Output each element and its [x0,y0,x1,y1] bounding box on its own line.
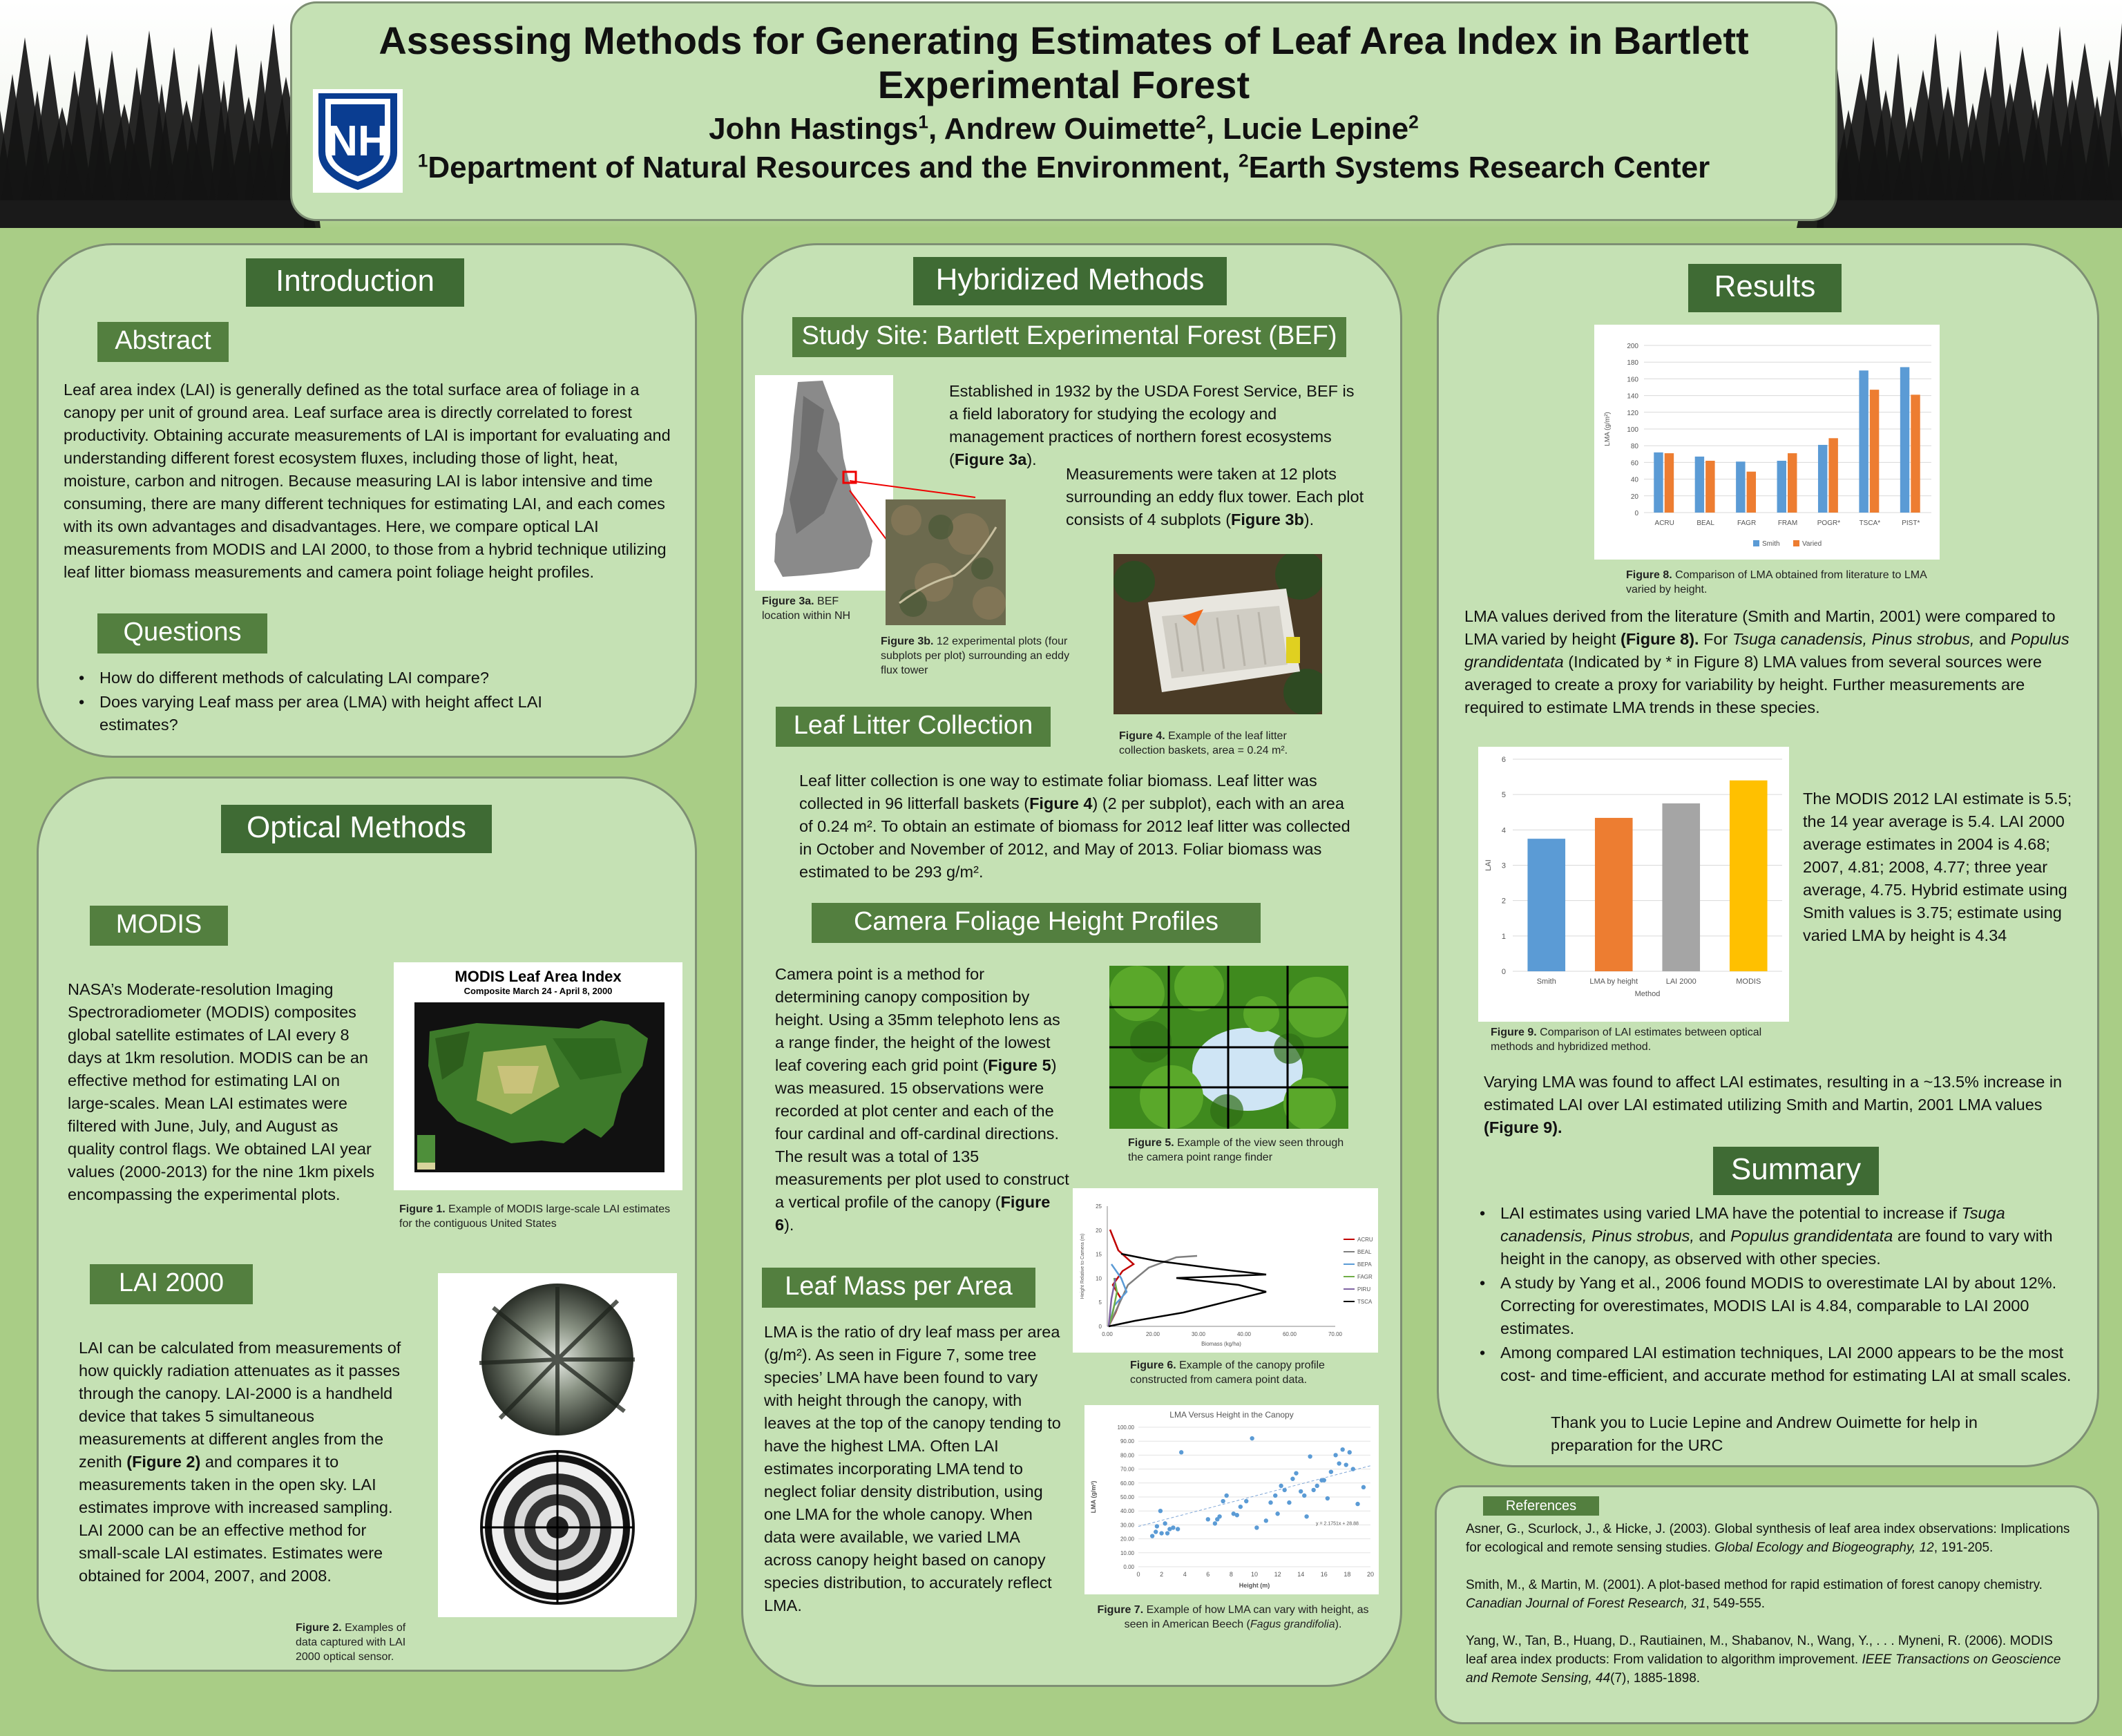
abstract-text: Leaf area index (LAI) is generally defined as the total surface area of foliage in a canopy per unit of ground area. Leaf surface area is directly correlated to forest productivity. Obtaining accurate measurements of LAI is important for evaluating and understanding different forest ecosystem fluxes, including those of light, heat, moisture, carbon and nitrogen. Because measuring LAI is labor intensive and time consuming, there are many different techniques for estimating LAI, and each comes with its own advantages and disadvantages. Here, we compare optical LAI measurements from MODIS and LAI 2000, to those from a hybrid technique utilizing leaf litter biomass measurements and camera point foliage height profiles. [64,381,671,581]
y-axis-label: Height Relative to Camera (m) [1080,1233,1085,1299]
bar [1747,472,1756,513]
x-tick-label: 16 [1320,1571,1328,1578]
scatter-point [1340,1447,1344,1451]
scatter-point [1176,1527,1180,1531]
x-axis-label: Method [1634,990,1661,998]
camera-foliage-heading: Camera Foliage Height Profiles [812,903,1261,943]
bar [1911,394,1920,513]
y-tick-label: 1 [1501,932,1506,941]
y-tick-label: 10 [1096,1275,1102,1282]
scatter-point [1326,1496,1330,1500]
x-tick-label: 20.00 [1145,1331,1160,1337]
figure-6-caption: Figure 6. Example of the canopy profile constructed from camera point data. [1130,1360,1325,1386]
varying-lma-text: Varying LMA was found to affect LAI estimates, resulting in a ~13.5% increase in estimated LAI over LAI estimated utilizing Smith and Martin, 2001 LMA values (Figure 9). [1484,1073,2063,1136]
reference-item: Smith, M., & Martin, M. (2001). A plot-based method for rapid estimation of forest canopy chemistry. Canadian Journal of Forest Research, 31, 549-555. [1466,1578,2043,1611]
y-tick-label: 0.00 [1123,1564,1134,1570]
modis-map-subtitle: Composite March 24 - April 8, 2000 [463,986,613,996]
bar [1828,438,1837,513]
figure-8-caption: Figure 8. Comparison of LMA obtained from literature to LMA varied by height. [1626,569,1927,595]
x-tick-label: 2 [1160,1571,1164,1578]
scatter-point [1213,1521,1217,1525]
y-tick-label: 0 [1634,510,1638,517]
scatter-point [1268,1500,1272,1505]
x-tick-label: TSCA* [1859,519,1881,527]
scatter-point [1344,1462,1348,1467]
legend-swatch [1753,540,1759,546]
summary-heading: Summary [1713,1147,1879,1195]
scatter-point [1250,1436,1254,1440]
reference-item: Asner, G., Scurlock, J., & Hicke, J. (2003). Global synthesis of leaf area index observations: Implications for ecological and remote sensing studies. Global Ecology and Biogeography, 12, 191-205. [1466,1522,2070,1555]
chart-title: LMA Versus Height in the Canopy [1169,1410,1294,1420]
y-tick-label: 10.00 [1120,1549,1134,1556]
x-tick-label: 40.00 [1236,1331,1252,1337]
introduction-heading: Introduction [246,258,464,307]
figure-3a-caption: Figure 3a. BEF location within NH [762,595,851,622]
litter-basket-photo-figure [1113,554,1322,714]
y-tick-label: 6 [1501,756,1506,764]
scatter-point [1279,1484,1283,1488]
y-tick-label: 90.00 [1120,1438,1134,1445]
scatter-point [1308,1454,1312,1458]
lma-vs-height-scatter-chart [1084,1405,1379,1594]
scatter-point [1304,1514,1308,1518]
y-tick-label: 40 [1630,476,1638,484]
x-tick-label: LAI 2000 [1665,977,1696,986]
modis-lai-map-figure [394,962,682,1190]
y-tick-label: 200 [1627,343,1638,350]
scatter-point [1275,1511,1279,1516]
acknowledgement-text: Thank you to Lucie Lepine and Andrew Ouimette for help in preparation for the URC [1551,1413,1978,1454]
x-tick-label: ACRU [1654,519,1674,527]
lma-results-text: LMA values derived from the literature (Smith and Martin, 2001) were compared to LMA varied by height (Figure 8). For Tsuga canadensis, Pinus strobus, and Populus grandidentata (Indicated by * in Figure 8) LMA values from several sources were averaged to create a proxy for variability by height. Further measurements are required to estimate LMA trends in these species. [1464,607,2070,716]
canopy-profile-chart [1073,1188,1378,1353]
y-tick-label: 40.00 [1120,1508,1134,1515]
x-tick-label: 60.00 [1282,1331,1297,1337]
x-tick-label: 14 [1297,1571,1305,1578]
questions-heading: Questions [97,613,267,654]
legend-label: PIRU [1357,1286,1371,1293]
x-tick-label: FAGR [1737,519,1757,527]
y-tick-label: 0 [1501,968,1506,976]
results-heading: Results [1688,264,1842,312]
legend-label: Smith [1762,540,1780,548]
scatter-point [1264,1518,1268,1523]
scatter-point [1244,1499,1248,1503]
bar [1777,461,1786,513]
y-axis-label: LAI [1484,859,1493,871]
y-tick-label: 15 [1096,1251,1102,1258]
poster-authors: John Hastings$^1$, Andrew Ouimette$^2$, Lucie Lepine$^2$ [709,111,1419,146]
scatter-point [1333,1453,1337,1457]
y-axis-label: LMA (g/m²) [1090,1480,1097,1514]
y-tick-label: 120 [1627,409,1638,417]
x-tick-label: MODIS [1736,977,1761,986]
trend-equation: y = 2.1751x + 28.88 [1316,1521,1359,1527]
modis-comparison-text: The MODIS 2012 LAI estimate is 5.5; the 14 year average is 5.4. LAI 2000 average estimates in 2004 is 4.68; 2007, 4.81; 2008, 4.77; three year average, 4.75. Hybrid estimate using Smith values is 3.75; estimate using varied LMA by height is 4.34 [1803,790,2072,944]
x-tick-label: FRAM [1777,519,1798,527]
questions-list [76,667,615,738]
x-tick-label: Smith [1536,977,1556,986]
plots-text: Measurements were taken at 12 plots surrounding an eddy flux tower. Each plot consists of 4 subplots (Figure 3b). [1066,465,1364,528]
lai-2000-fisheye-figure [438,1273,677,1617]
leaf-litter-text: Leaf litter collection is one way to estimate foliar biomass. Leaf litter was collected in 96 litterfall baskets (Figure 4) (2 per subplot), each with an area of 0.24 m². To obtain an estimate of biomass for 2012 leaf litter was collected in October and November of 2012, and May of 2013. Foliar biomass was estimated to be 293 g/m². [799,772,1350,881]
y-tick-label: 20.00 [1120,1536,1134,1543]
scatter-point [1224,1494,1228,1498]
figure-3b-caption: Figure 3b. 12 experimental plots (four subplots per plot) surrounding an eddy flux tower [881,636,1070,676]
scatter-point [1315,1484,1319,1488]
camera-point-view-figure [1109,966,1348,1129]
bar [1736,461,1745,513]
legend-swatch [1793,540,1799,546]
y-tick-label: 30.00 [1120,1522,1134,1529]
scatter-point [1154,1529,1158,1534]
poster-header [290,1,1837,221]
modis-heading: MODIS [90,906,228,946]
lai-2000-heading: LAI 2000 [90,1264,253,1304]
bar [1595,818,1633,971]
scatter-point [1322,1478,1326,1482]
scatter-point [1302,1494,1306,1498]
bar [1705,461,1714,513]
figure-2-caption: Figure 2. Examples of data captured with LAI 2000 optical sensor. [296,1622,406,1663]
legend-label: TSCA [1357,1299,1373,1305]
plot-aerial-photo-figure [886,499,1006,625]
question-item: • Does varying Leaf mass per area (LMA) with height affect LAI estimates? [76,691,615,736]
scatter-point [1206,1517,1210,1521]
reference-item: Yang, W., Tan, B., Huang, D., Rautiainen, M., Shabanov, N., Wang, Y., . . . Myneni, R. (2006). MODIS leaf area index products: From validation to algorithm improvement. IEEE Transactions on Geoscience and Remote Sensing, 44(7), 1885-1898. [1466,1634,2061,1686]
y-tick-label: 140 [1627,392,1638,401]
leaf-litter-heading: Leaf Litter Collection [776,707,1051,747]
lma-comparison-bar-chart [1594,325,1940,560]
figure-1-caption: Figure 1. Example of MODIS large-scale LAI estimates for the contiguous United States [399,1203,671,1230]
legend-label: FAGR [1357,1274,1373,1280]
scatter-point [1294,1471,1298,1475]
bar [1900,367,1909,513]
figure-5-caption: Figure 5. Example of the view seen through the camera point range finder [1128,1137,1344,1163]
y-tick-label: 4 [1501,826,1506,835]
camera-foliage-text: Camera point is a method for determining canopy composition by height. Using a 35mm telephoto lens as a range finder, the height of the lowest leaf covering each grid point (Figure 5) was measured. 15 observations were recorded at plot center and each of the four cardinal and off-cardinal directions. The result was a total of 135 measurements per plot used to construct a vertical profile of the canopy (Figure 6). [775,965,1069,1234]
scatter-point [1348,1450,1352,1454]
profile-line [1109,1256,1197,1326]
y-axis-label: LMA (g/m²) [1604,412,1612,446]
bar [1527,839,1565,971]
x-tick-label: 4 [1183,1571,1187,1578]
figure-4-caption: Figure 4. Example of the leaf litter collection baskets, area = 0.24 m². [1119,730,1288,756]
x-tick-label: 10 [1250,1571,1259,1578]
hybridized-methods-heading: Hybridized Methods [913,257,1227,305]
y-tick-label: 5 [1098,1299,1102,1306]
y-tick-label: 60.00 [1120,1480,1134,1487]
treeline-right [1824,200,2122,228]
x-tick-label: 8 [1229,1571,1233,1578]
y-tick-label: 60 [1630,459,1638,468]
scatter-point [1299,1489,1303,1494]
y-tick-label: 50.00 [1120,1494,1134,1500]
references-heading: References [1483,1496,1599,1516]
study-site-heading: Study Site: Bartlett Experimental Forest (BEF) [792,317,1346,357]
x-tick-label: 18 [1344,1571,1351,1578]
x-tick-label: 12 [1274,1571,1281,1578]
x-tick-label: LMA by height [1589,977,1638,986]
x-tick-label: 6 [1206,1571,1210,1578]
bar [1665,453,1674,513]
modis-text: NASA’s Moderate-resolution Imaging Spectroradiometer (MODIS) composites global satellite estimates of LAI every 8 days at 1km resolution. MODIS can be an effective method for estimating LAI on large-scales. Mean LAI estimates were filtered with June, July, and August as quality control flags. We obtained LAI year values (2000-2013) for the nine 1km pixels encompassing the experimental plots. [68,980,375,1203]
y-tick-label: 160 [1627,376,1638,384]
y-tick-label: 0 [1098,1324,1102,1330]
legend-label: BEPA [1357,1261,1372,1268]
scatter-point [1273,1494,1277,1498]
y-tick-label: 80 [1630,443,1638,451]
scatter-point [1235,1513,1239,1517]
scatter-point [1171,1525,1175,1529]
references-list [1466,1520,2074,1688]
scatter-point [1239,1505,1243,1509]
figure-9-caption: Figure 9. Comparison of LAI estimates between optical methods and hybridized method. [1491,1027,1762,1053]
leaf-mass-per-area-text: LMA is the ratio of dry leaf mass per area (g/m²). As seen in Figure 7, some tree species’ LMA have been found to vary with height through the canopy, with leaves at the top of the canopy tending to have the highest LMA. Often LAI estimates incorporating LMA tend to neglect foliar density distribution, using one LMA for the whole canopy. When data were available, we varied LMA across canopy height based on canopy species distribution, to accurately reflect LMA. [764,1323,1061,1614]
legend-label: ACRU [1357,1237,1373,1243]
y-tick-label: 180 [1627,359,1638,368]
scatter-point [1311,1488,1315,1492]
x-axis-label: Biomass (kg/ha) [1201,1341,1241,1347]
y-tick-label: 5 [1501,791,1506,800]
x-tick-label: 30.00 [1191,1331,1206,1337]
summary-item: • A study by Yang et al., 2006 found MODIS to overestimate LAI by about 12%. Correcting for overestimates, MODIS LAI is 4.84, comparable to LAI 2000 estimates. [1477,1272,2078,1340]
scatter-point [1329,1469,1333,1473]
abstract-heading: Abstract [97,322,229,362]
bar [1859,370,1868,513]
bar [1818,445,1827,513]
summary-list [1477,1202,2078,1389]
scatter-point [1287,1500,1291,1505]
modis-map-title: MODIS Leaf Area Index [455,968,622,985]
figure-7-caption: Figure 7. Example of how LMA can vary with height, as seen in American Beech (Fagus grandifolia). [1097,1604,1369,1630]
scatter-point [1165,1531,1169,1535]
scatter-point [1221,1499,1225,1503]
treeline-left [0,200,304,228]
y-tick-label: 2 [1501,897,1506,906]
scatter-point [1361,1485,1366,1489]
bar [1695,457,1704,513]
y-tick-label: 80.00 [1120,1452,1134,1459]
x-tick-label: 0 [1136,1571,1140,1578]
x-tick-label: 0.00 [1102,1331,1113,1337]
scatter-point [1163,1521,1167,1525]
scatter-point [1337,1461,1341,1465]
legend-label: BEAL [1357,1249,1372,1255]
poster-affiliations: $^1$Department of Natural Resources and the Environment, $^2$Earth Systems Research Center [417,150,1710,184]
bar [1870,390,1879,513]
y-tick-label: 70.00 [1120,1466,1134,1473]
study-site-text: Established in 1932 by the USDA Forest Service, BEF is a field laboratory for studying the ecology and management practices of northern forest ecosystems (Figure 3a). [949,382,1355,468]
scatter-point [1159,1531,1163,1535]
logo-lettering: NH [327,117,389,165]
scatter-point [1150,1534,1154,1538]
bar [1730,781,1768,971]
bar [1654,452,1663,513]
x-tick-label: PIST* [1902,519,1920,527]
legend-label: Varied [1802,540,1822,548]
scatter-point [1179,1450,1183,1454]
trend-line [1138,1466,1370,1527]
scatter-point [1155,1524,1159,1528]
bar [1662,803,1700,971]
question-item: • How do different methods of calculating LAI compare? [76,667,615,689]
y-tick-label: 20 [1096,1227,1102,1234]
scatter-point [1217,1514,1221,1518]
scatter-point [1158,1509,1163,1513]
lai-methods-bar-chart [1478,747,1789,1022]
summary-item: • LAI estimates using varied LMA have the potential to increase if Tsuga canadensis, Pinus strobus, and Populus grandidentata are found to vary with height in the canopy, as observed with other species. [1477,1202,2078,1270]
bar [1788,453,1797,513]
optical-methods-heading: Optical Methods [221,805,492,853]
y-tick-label: 25 [1096,1203,1102,1210]
x-axis-label: Height (m) [1239,1582,1270,1589]
x-tick-label: BEAL [1696,519,1714,527]
y-tick-label: 3 [1501,861,1506,870]
leaf-mass-per-area-heading: Leaf Mass per Area [762,1268,1035,1308]
y-tick-label: 100 [1627,426,1638,434]
scatter-point [1290,1477,1294,1481]
x-tick-label: POGR* [1817,519,1841,527]
y-tick-label: 20 [1630,493,1638,501]
unh-logo [313,89,403,193]
poster-title: Assessing Methods for Generating Estimates of Leaf Area Index in Bartlett Experimental Forest [379,19,1749,106]
summary-item: • Among compared LAI estimation techniques, LAI 2000 appears to be the most cost- and time-efficient, and accurate method for estimating LAI at small scales. [1477,1342,2078,1387]
x-tick-label: 70.00 [1328,1331,1343,1337]
scatter-point [1254,1525,1259,1529]
x-tick-label: 20 [1366,1571,1375,1578]
y-tick-label: 100.00 [1117,1424,1134,1431]
scatter-point [1355,1502,1359,1506]
lai-2000-text: LAI can be calculated from measurements of how quickly radiation attenuates as it passes through the canopy. LAI-2000 is a handheld device that takes 5 simultaneous measurements at different angles from the zenith (Figure 2) and compares it to measurements taken in the open sky. LAI estimates improve with increased sampling. LAI 2000 can be an effective method for small-scale LAI estimates. Estimates were obtained for 2004, 2007, and 2008. [79,1339,401,1585]
